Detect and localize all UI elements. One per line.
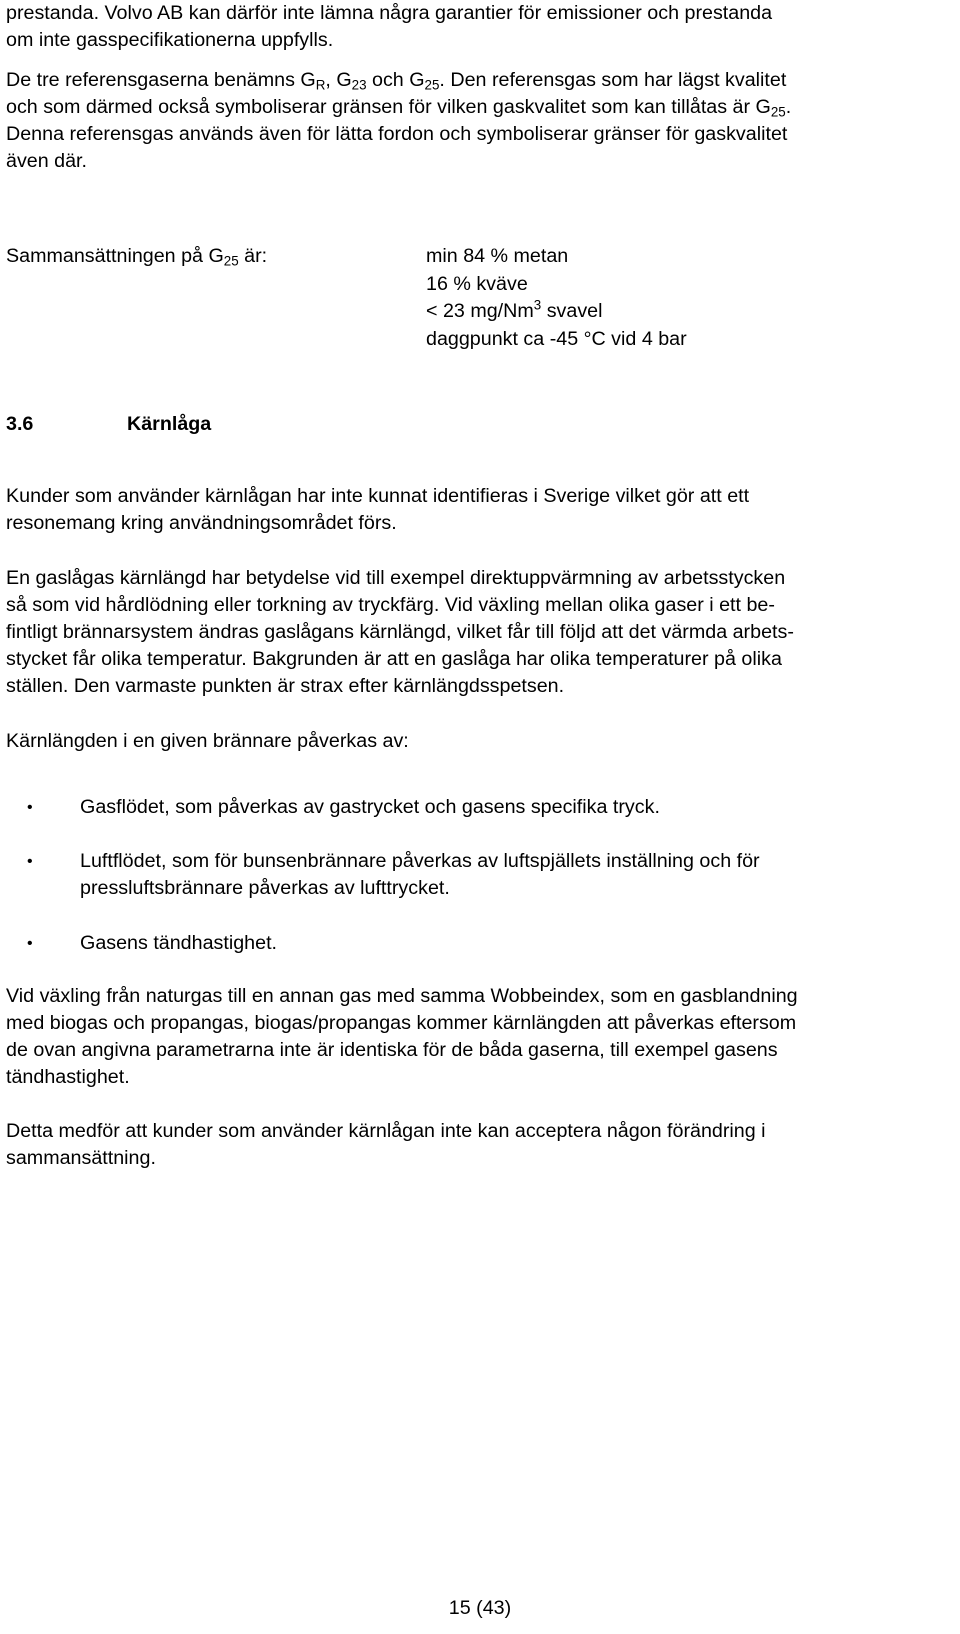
composition-list — [426, 243, 687, 353]
refgas-line-3: Denna referensgas används även för lätta fordon och symboliserar gränser för gaskvalitet — [6, 123, 788, 145]
refgas-line-2: och som därmed också symboliserar gränsen för vilken gaskvalitet som kan tillåtas är $G_{25}$. — [6, 96, 792, 120]
reference-gas-paragraph — [6, 67, 951, 175]
intro-line-1: prestanda. Volvo AB kan därför inte lämna några garantier för emissioner och prestanda — [6, 2, 773, 24]
paragraph-4: Vid växling från naturgas till en annan gas med samma Wobbeindex, som en gasblandning med biogas och propangas, biogas/propangas kommer kärnlängden att påverkas eftersom de ovan angivna parametrarna inte är identiska för de båda gaserna, till exempel gasens tändhastighet. — [6, 985, 798, 1088]
page-number: 15 (43) — [448, 1597, 512, 1619]
document-page: prestanda. Volvo AB kan därför inte lämna några garantier för emissioner och prestanda om inte gasspecifikationerna uppfylls. De tre referensgaserna benämns $G_R$, $G_{23}$ och $G_{25}$. Den referensgas som har lägst kvalitet och som därmed också symboliserar gränsen för vilken gaskvalitet som kan tillåtas är $G_{25}$. Denna referensgas används även för lätta fordon och symboliserar gränser för gaskvalitet även där. Sammansättningen på $G_{25}$ är: min 84 % metan 16 % kväve < 23 mg/Nm$^3$ svavel daggpunkt ca -45 °C vid 4 bar 3.6 Kärnlåga Kunder som använder kärnlågan har inte kunnat identifieras i Sverige vilket gör att ett resonemang kring användningsområdet förs. En gaslågas kärnlängd har betydelse vid till exempel direktuppvärmning av arbetsstycken så som vid hårdlödning eller torkning av tryckfärg. Vid växling mellan olika gaser i ett be- fintligt brännarsystem ändras gaslågans kärnlängd, vilket får till följd att det värmda arbets- stycket får olika temperatur. Bakgrunden är att en gaslåga har olika temperaturer på olika ställen. Den varmaste punkten är strax efter kärnlängdsspetsen. Kärnlängden i en given brännare påverkas av: • Gasflödet, som påverkas av gastrycket och gasens specifika tryck. • Luftflödet, som för bunsenbrännare påverkas av luftspjällets inställning och för pressluftsbrännare påverkas av lufttrycket. • Gasens tändhastighet. Vid växling från naturgas till en annan gas med samma Wobbeindex, som en gasblandning med biogas och propangas, biogas/propangas kommer kärnlängden att påverkas eftersom de ovan angivna parametrarna inte är identiska för de båda gaserna, till exempel gasens tändhastighet. Detta medför att kunder som använder kärnlågan inte kan acceptera någon förändring i sammansättning. — [6, 0, 954, 1634]
section-title: Kärnlåga — [127, 413, 212, 435]
composition-item-nitrogen: 16 % kväve — [426, 272, 528, 295]
bullet-icon: • — [27, 799, 33, 816]
refgas-line-4: även där. — [6, 150, 87, 172]
refgas-line-1: De tre referensgaserna benämns $G_R$, $G_{23}$ och $G_{25}$. Den referensgas som har lägst kvalitet — [6, 69, 787, 93]
section-number: 3.6 — [6, 413, 34, 435]
paragraph-5: Detta medför att kunder som använder kärnlågan inte kan acceptera någon förändring i sammansättning. — [6, 1120, 766, 1169]
paragraph-1: Kunder som använder kärnlågan har inte kunnat identifieras i Sverige vilket gör att ett resonemang kring användningsområdet förs. — [6, 485, 750, 534]
composition-item-sulfur: < 23 mg/Nm$^3$ svavel — [426, 297, 603, 322]
intro-line-2: om inte gasspecifikationerna uppfylls. — [6, 29, 334, 51]
paragraph-3: Kärnlängden i en given brännare påverkas av: — [6, 730, 409, 752]
bullet-icon: • — [27, 853, 33, 870]
section-heading — [6, 411, 211, 438]
bullet-icon: • — [27, 935, 33, 952]
composition-item-dewpoint: daggpunkt ca -45 °C vid 4 bar — [426, 327, 687, 350]
paragraph-2: En gaslågas kärnlängd har betydelse vid till exempel direktuppvärmning av arbetsstycken så som vid hårdlödning eller torkning av tryckfärg. Vid växling mellan olika gaser i ett be- fintligt brännarsystem ändras gaslågans kärnlängd, vilket får till följd att det värmda arbets- stycket får olika temperatur. Bakgrunden är att en gaslåga har olika temperaturer på olika ställen. Den varmaste punkten är strax efter kärnlängdsspetsen. — [6, 567, 794, 697]
composition-item-methane: min 84 % metan — [426, 245, 569, 267]
composition-label: Sammansättningen på $G_{25}$ är: — [6, 245, 268, 269]
intro-paragraph — [6, 0, 951, 54]
